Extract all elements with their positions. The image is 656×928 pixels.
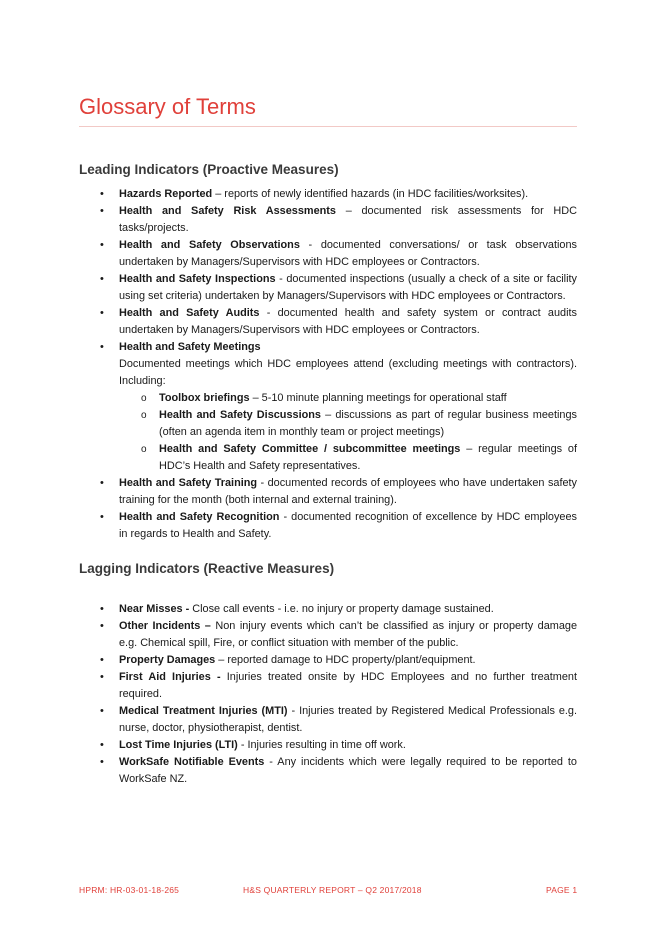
meetings-term: • Health and Safety Meetings	[119, 341, 261, 353]
list-item: • Health and Safety Recognition - documented recognition of excellence by HDC employees in regards to Health and Safety.	[79, 509, 577, 543]
list-item: • Health and Safety Observations - documented conversations/ or task observations undertaken by Managers/Supervisors with HDC employees or Contractors.	[79, 237, 577, 271]
meetings-sub-list	[119, 390, 577, 475]
list-item: • Health and Safety Inspections - documented inspections (usually a check of a site or facility using set criteria) undertaken by Managers/Supervisors with HDC employees or Contractors.	[79, 271, 577, 305]
lagging-indicators-heading: Lagging Indicators (Reactive Measures)	[79, 561, 335, 576]
leading-indicators-heading: Leading Indicators (Proactive Measures)	[79, 162, 339, 177]
page-title: Glossary of Terms	[79, 94, 256, 119]
leading-indicators-list	[79, 186, 577, 543]
footer-page-number: PAGE 1	[546, 885, 578, 895]
sub-list-item: o Health and Safety Discussions – discussions as part of regular business meetings (often an agenda item in monthly team or project meetings)	[119, 407, 577, 441]
list-item: • Near Misses - Close call events - i.e. no injury or property damage sustained.	[79, 601, 577, 618]
sub-list-item: o Health and Safety Committee / subcommittee meetings – regular meetings of HDC’s Health and Safety representatives.	[119, 441, 577, 475]
list-item: • Property Damages – reported damage to HDC property/plant/equipment.	[79, 652, 577, 669]
list-item: • WorkSafe Notifiable Events - Any incidents which were legally required to be reported to WorkSafe NZ.	[79, 754, 577, 788]
list-item: • Health and Safety Risk Assessments – documented risk assessments for HDC tasks/projects.	[79, 203, 577, 237]
list-item-meetings	[79, 339, 577, 475]
list-item: • Health and Safety Training - documented records of employees who have undertaken safety training for the month (both internal and external training).	[79, 475, 577, 509]
list-item: • Health and Safety Audits - documented health and safety system or contract audits undertaken by Managers/Supervisors with HDC employees or Contractors.	[79, 305, 577, 339]
footer-report-title: H&S QUARTERLY REPORT – Q2 2017/2018	[243, 885, 422, 895]
list-item: • Hazards Reported – reports of newly identified hazards (in HDC facilities/worksites).	[79, 186, 577, 203]
list-item: • Other Incidents – Non injury events which can’t be classified as injury or property damage e.g. Chemical spill, Fire, or conflict situation with member of the public.	[79, 618, 577, 652]
sub-list-item: o Toolbox briefings – 5-10 minute planning meetings for operational staff	[119, 390, 577, 407]
list-item: • Lost Time Injuries (LTI) - Injuries resulting in time off work.	[79, 737, 577, 754]
footer-document-id: HPRM: HR-03-01-18-265	[79, 885, 180, 895]
list-item: • Medical Treatment Injuries (MTI) - Injuries treated by Registered Medical Professionals e.g. nurse, doctor, physiotherapist, dentist.	[79, 703, 577, 737]
lagging-indicators-list	[79, 601, 577, 788]
list-item: • First Aid Injuries - Injuries treated onsite by HDC Employees and no further treatment required.	[79, 669, 577, 703]
meetings-description: Documented meetings which HDC employees attend (excluding meetings with contractors). Including:	[119, 358, 577, 387]
title-divider	[79, 126, 577, 127]
